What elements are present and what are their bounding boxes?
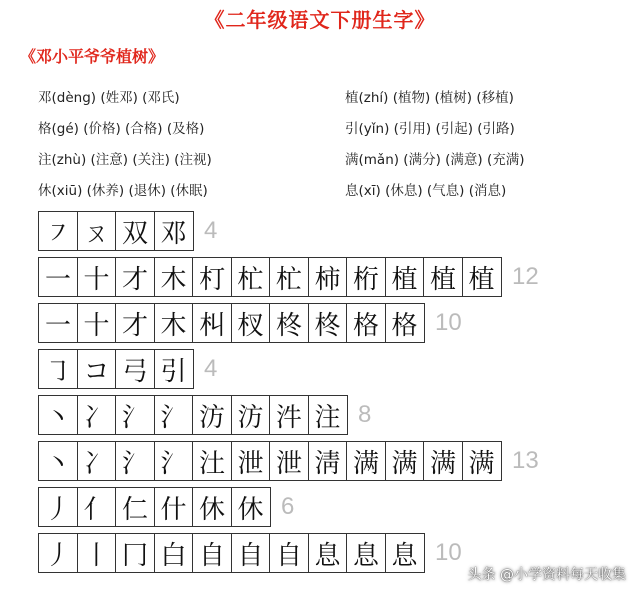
stroke-row (38, 257, 539, 297)
vocab-line: 息(xī) (休息) (气息) (消息) (345, 183, 507, 199)
stroke-cell: 休 (231, 487, 271, 527)
stroke-count: 4 (204, 217, 218, 244)
stroke-cell: 氵 (154, 395, 194, 435)
stroke-cell: 才 (115, 303, 155, 343)
stroke-cell: 息 (346, 533, 386, 573)
stroke-cell: 氵 (115, 441, 155, 481)
stroke-cell: 自 (269, 533, 309, 573)
stroke-cell: 休 (192, 487, 232, 527)
stroke-cell: 朾 (192, 257, 232, 297)
stroke-cell: 泄 (231, 441, 271, 481)
stroke-cell: 格 (385, 303, 425, 343)
stroke-cell: 引 (154, 349, 194, 389)
stroke-cell: 什 (154, 487, 194, 527)
stroke-cell: 自 (192, 533, 232, 573)
stroke-cell: 息 (308, 533, 348, 573)
stroke-cell: 十 (77, 303, 117, 343)
stroke-count: 10 (435, 539, 462, 566)
stroke-count: 4 (204, 355, 218, 382)
watermark: 头条 @小学资料每天收集 (467, 567, 626, 583)
vocab-line: 注(zhù) (注意) (关注) (注视) (38, 152, 212, 168)
stroke-count: 8 (358, 401, 372, 428)
page-title: 《二年级语文下册生字》 (204, 8, 436, 32)
vocab-line: 格(gé) (价格) (合格) (及格) (38, 121, 205, 137)
stroke-cell: 植 (385, 257, 425, 297)
stroke-count: 10 (435, 309, 462, 336)
stroke-cell: 木 (154, 303, 194, 343)
stroke-cell: 丶 (38, 395, 78, 435)
stroke-cell: 汼 (269, 395, 309, 435)
stroke-row (38, 349, 217, 389)
stroke-cell: 十 (77, 257, 117, 297)
stroke-count: 12 (512, 263, 539, 290)
stroke-cell: 氵 (115, 395, 155, 435)
stroke-cell: 丿 (38, 487, 78, 527)
stroke-cell: 白 (154, 533, 194, 573)
stroke-cell: 才 (115, 257, 155, 297)
vocab-line: 满(mǎn) (满分) (满意) (充满) (345, 152, 525, 168)
stroke-cell: 双 (115, 211, 155, 251)
stroke-cell: 冫 (77, 441, 117, 481)
stroke-cell: 汢 (192, 441, 232, 481)
stroke-row (38, 211, 217, 251)
stroke-cell: コ (77, 349, 117, 389)
stroke-cell: 弓 (115, 349, 155, 389)
stroke-cell: 植 (462, 257, 502, 297)
stroke-cell: 杧 (231, 257, 271, 297)
stroke-cell: 植 (423, 257, 463, 297)
stroke-count: 6 (281, 493, 295, 520)
stroke-cell: 息 (385, 533, 425, 573)
stroke-cell: ㇆ (38, 349, 78, 389)
stroke-cell: 一 (38, 257, 78, 297)
stroke-cell: 仁 (115, 487, 155, 527)
stroke-cell: 亻 (77, 487, 117, 527)
stroke-cell: 冂 (115, 533, 155, 573)
stroke-cell: 氵 (154, 441, 194, 481)
stroke-cell: 桁 (346, 257, 386, 297)
stroke-cell: 汸 (192, 395, 232, 435)
stroke-cell: 丨 (77, 533, 117, 573)
stroke-cell: 柊 (308, 303, 348, 343)
stroke-cell: 满 (385, 441, 425, 481)
stroke-count: 13 (512, 447, 539, 474)
stroke-cell: 杧 (269, 257, 309, 297)
stroke-cell: 泄 (269, 441, 309, 481)
vocab-line: 邓(dèng) (姓邓) (邓氏) (38, 90, 180, 106)
stroke-cell: ㄡ (77, 211, 117, 251)
stroke-row (38, 487, 294, 527)
stroke-cell: 满 (346, 441, 386, 481)
stroke-cell: 自 (231, 533, 271, 573)
stroke-cell: 淸 (308, 441, 348, 481)
stroke-cell: 满 (423, 441, 463, 481)
stroke-cell: 汸 (231, 395, 271, 435)
vocab-line: 休(xiū) (休养) (退休) (休眠) (38, 183, 208, 199)
stroke-cell: 邓 (154, 211, 194, 251)
stroke-cell: 一 (38, 303, 78, 343)
stroke-cell: 丶 (38, 441, 78, 481)
stroke-cell: 冫 (77, 395, 117, 435)
stroke-cell: 柿 (308, 257, 348, 297)
stroke-row (38, 395, 371, 435)
stroke-cell: 满 (462, 441, 502, 481)
vocab-line: 引(yǐn) (引用) (引起) (引路) (345, 121, 515, 137)
lesson-title: 《邓小平爷爷植树》 (20, 47, 165, 66)
stroke-cell: 注 (308, 395, 348, 435)
stroke-cell: 格 (346, 303, 386, 343)
stroke-row (38, 533, 462, 573)
stroke-cell: 杈 (231, 303, 271, 343)
stroke-row (38, 441, 539, 481)
stroke-cell: 柊 (269, 303, 309, 343)
stroke-cell: 朻 (192, 303, 232, 343)
stroke-cell: ㇇ (38, 211, 78, 251)
stroke-cell: 丿 (38, 533, 78, 573)
stroke-cell: 木 (154, 257, 194, 297)
vocab-line: 植(zhí) (植物) (植树) (移植) (345, 90, 514, 106)
stroke-row (38, 303, 462, 343)
